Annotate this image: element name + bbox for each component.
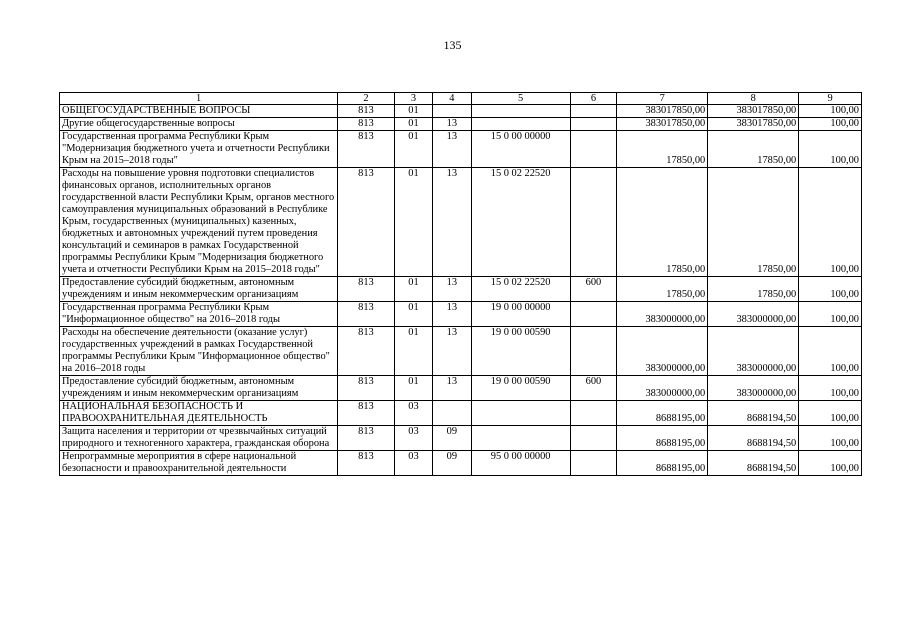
percent-cell: 100,00 xyxy=(799,131,862,168)
amount-planned-cell: 383000000,00 xyxy=(617,327,708,376)
amount-executed-cell: 383000000,00 xyxy=(708,302,799,327)
section-cell: 03 xyxy=(394,401,432,426)
name-cell: Непрограммные мероприятия в сфере национальной безопасности и правоохранительной деятельности xyxy=(60,451,338,476)
admin-code-cell: 813 xyxy=(338,105,395,118)
admin-code-cell: 813 xyxy=(338,168,395,277)
expense-type-cell xyxy=(570,327,617,376)
percent-cell: 100,00 xyxy=(799,451,862,476)
percent-cell: 100,00 xyxy=(799,327,862,376)
subsection-cell: 13 xyxy=(433,168,471,277)
table-row xyxy=(60,327,862,376)
amount-planned-cell: 17850,00 xyxy=(617,131,708,168)
subsection-cell: 13 xyxy=(433,327,471,376)
expense-type-cell xyxy=(570,131,617,168)
table-row xyxy=(60,401,862,426)
admin-code-cell: 813 xyxy=(338,131,395,168)
subsection-cell xyxy=(433,401,471,426)
section-cell: 03 xyxy=(394,451,432,476)
amount-executed-cell: 8688194,50 xyxy=(708,426,799,451)
amount-planned-cell: 383017850,00 xyxy=(617,105,708,118)
name-cell: Расходы на повышение уровня подготовки специалистов финансовых органов, исполнительных органов государственной власти Республики Крым, органов местного самоуправления муниципальных образований в Республике Крым, государственных (муниципальных) казенных, бюджетных и автономных учреждений путем проведения консультаций и семинаров в рамках Государственной программы Республики Крым "Модернизация бюджетного учета и отчетности Республики Крым на 2015–2018 годы" xyxy=(60,168,338,277)
budget-table xyxy=(59,92,862,476)
section-cell: 01 xyxy=(394,327,432,376)
header-cell: 8 xyxy=(708,93,799,105)
amount-planned-cell: 383000000,00 xyxy=(617,376,708,401)
subsection-cell: 13 xyxy=(433,118,471,131)
amount-executed-cell: 383000000,00 xyxy=(708,376,799,401)
name-cell: Государственная программа Республики Крым "Модернизация бюджетного учета и отчетности Республики Крым на 2015–2018 годы" xyxy=(60,131,338,168)
amount-planned-cell: 383000000,00 xyxy=(617,302,708,327)
expense-type-cell xyxy=(570,451,617,476)
section-cell: 01 xyxy=(394,105,432,118)
header-cell: 3 xyxy=(394,93,432,105)
section-cell: 01 xyxy=(394,277,432,302)
admin-code-cell: 813 xyxy=(338,277,395,302)
percent-cell: 100,00 xyxy=(799,376,862,401)
subsection-cell: 09 xyxy=(433,426,471,451)
expense-type-cell xyxy=(570,302,617,327)
admin-code-cell: 813 xyxy=(338,302,395,327)
amount-planned-cell: 17850,00 xyxy=(617,168,708,277)
admin-code-cell: 813 xyxy=(338,426,395,451)
name-cell: ОБЩЕГОСУДАРСТВЕННЫЕ ВОПРОСЫ xyxy=(60,105,338,118)
expense-type-cell xyxy=(570,401,617,426)
name-cell: Предоставление субсидий бюджетным, автономным учреждениям и иным некоммерческим организациям xyxy=(60,376,338,401)
amount-executed-cell: 17850,00 xyxy=(708,277,799,302)
amount-planned-cell: 8688195,00 xyxy=(617,451,708,476)
name-cell: Предоставление субсидий бюджетным, автономным учреждениям и иным некоммерческим организациям xyxy=(60,277,338,302)
percent-cell: 100,00 xyxy=(799,168,862,277)
header-cell: 5 xyxy=(471,93,570,105)
amount-executed-cell: 17850,00 xyxy=(708,168,799,277)
page-number: 135 xyxy=(443,38,462,52)
table-header-row xyxy=(60,93,862,105)
admin-code-cell: 813 xyxy=(338,118,395,131)
amount-planned-cell: 383017850,00 xyxy=(617,118,708,131)
target-item-cell: 95 0 00 00000 xyxy=(471,451,570,476)
expense-type-cell xyxy=(570,168,617,277)
expense-type-cell xyxy=(570,105,617,118)
percent-cell: 100,00 xyxy=(799,105,862,118)
target-item-cell xyxy=(471,401,570,426)
target-item-cell xyxy=(471,105,570,118)
amount-executed-cell: 17850,00 xyxy=(708,131,799,168)
target-item-cell: 19 0 00 00000 xyxy=(471,302,570,327)
amount-executed-cell: 383017850,00 xyxy=(708,105,799,118)
target-item-cell xyxy=(471,118,570,131)
table-row xyxy=(60,426,862,451)
admin-code-cell: 813 xyxy=(338,327,395,376)
percent-cell: 100,00 xyxy=(799,426,862,451)
name-cell: НАЦИОНАЛЬНАЯ БЕЗОПАСНОСТЬ И ПРАВООХРАНИТЕЛЬНАЯ ДЕЯТЕЛЬНОСТЬ xyxy=(60,401,338,426)
header-cell: 6 xyxy=(570,93,617,105)
name-cell: Защита населения и территории от чрезвычайных ситуаций природного и техногенного характера, гражданская оборона xyxy=(60,426,338,451)
section-cell: 01 xyxy=(394,168,432,277)
expense-type-cell: 600 xyxy=(570,376,617,401)
target-item-cell: 19 0 00 00590 xyxy=(471,376,570,401)
admin-code-cell: 813 xyxy=(338,451,395,476)
amount-executed-cell: 8688194,50 xyxy=(708,401,799,426)
name-cell: Расходы на обеспечение деятельности (оказание услуг) государственных учреждений в рамках Государственной программы Республики Крым "Информационное общество" на 2016–2018 годы xyxy=(60,327,338,376)
table-row xyxy=(60,302,862,327)
section-cell: 01 xyxy=(394,131,432,168)
table-row xyxy=(60,105,862,118)
target-item-cell: 15 0 02 22520 xyxy=(471,277,570,302)
table-row xyxy=(60,131,862,168)
header-cell: 1 xyxy=(60,93,338,105)
section-cell: 01 xyxy=(394,118,432,131)
header-cell: 2 xyxy=(338,93,395,105)
subsection-cell xyxy=(433,105,471,118)
section-cell: 03 xyxy=(394,426,432,451)
amount-executed-cell: 383017850,00 xyxy=(708,118,799,131)
subsection-cell: 13 xyxy=(433,131,471,168)
section-cell: 01 xyxy=(394,376,432,401)
target-item-cell xyxy=(471,426,570,451)
table-row xyxy=(60,168,862,277)
admin-code-cell: 813 xyxy=(338,401,395,426)
subsection-cell: 09 xyxy=(433,451,471,476)
header-cell: 9 xyxy=(799,93,862,105)
table-row xyxy=(60,277,862,302)
percent-cell: 100,00 xyxy=(799,277,862,302)
target-item-cell: 15 0 02 22520 xyxy=(471,168,570,277)
expense-type-cell: 600 xyxy=(570,277,617,302)
table-row xyxy=(60,451,862,476)
table-row xyxy=(60,376,862,401)
percent-cell: 100,00 xyxy=(799,401,862,426)
subsection-cell: 13 xyxy=(433,302,471,327)
expense-type-cell xyxy=(570,426,617,451)
target-item-cell: 19 0 00 00590 xyxy=(471,327,570,376)
target-item-cell: 15 0 00 00000 xyxy=(471,131,570,168)
percent-cell: 100,00 xyxy=(799,118,862,131)
name-cell: Другие общегосударственные вопросы xyxy=(60,118,338,131)
header-cell: 4 xyxy=(433,93,471,105)
section-cell: 01 xyxy=(394,302,432,327)
subsection-cell: 13 xyxy=(433,277,471,302)
amount-executed-cell: 383000000,00 xyxy=(708,327,799,376)
subsection-cell: 13 xyxy=(433,376,471,401)
amount-planned-cell: 17850,00 xyxy=(617,277,708,302)
amount-executed-cell: 8688194,50 xyxy=(708,451,799,476)
expense-type-cell xyxy=(570,118,617,131)
amount-planned-cell: 8688195,00 xyxy=(617,401,708,426)
admin-code-cell: 813 xyxy=(338,376,395,401)
name-cell: Государственная программа Республики Крым "Информационное общество" на 2016–2018 годы xyxy=(60,302,338,327)
table-row xyxy=(60,118,862,131)
percent-cell: 100,00 xyxy=(799,302,862,327)
header-cell: 7 xyxy=(617,93,708,105)
amount-planned-cell: 8688195,00 xyxy=(617,426,708,451)
